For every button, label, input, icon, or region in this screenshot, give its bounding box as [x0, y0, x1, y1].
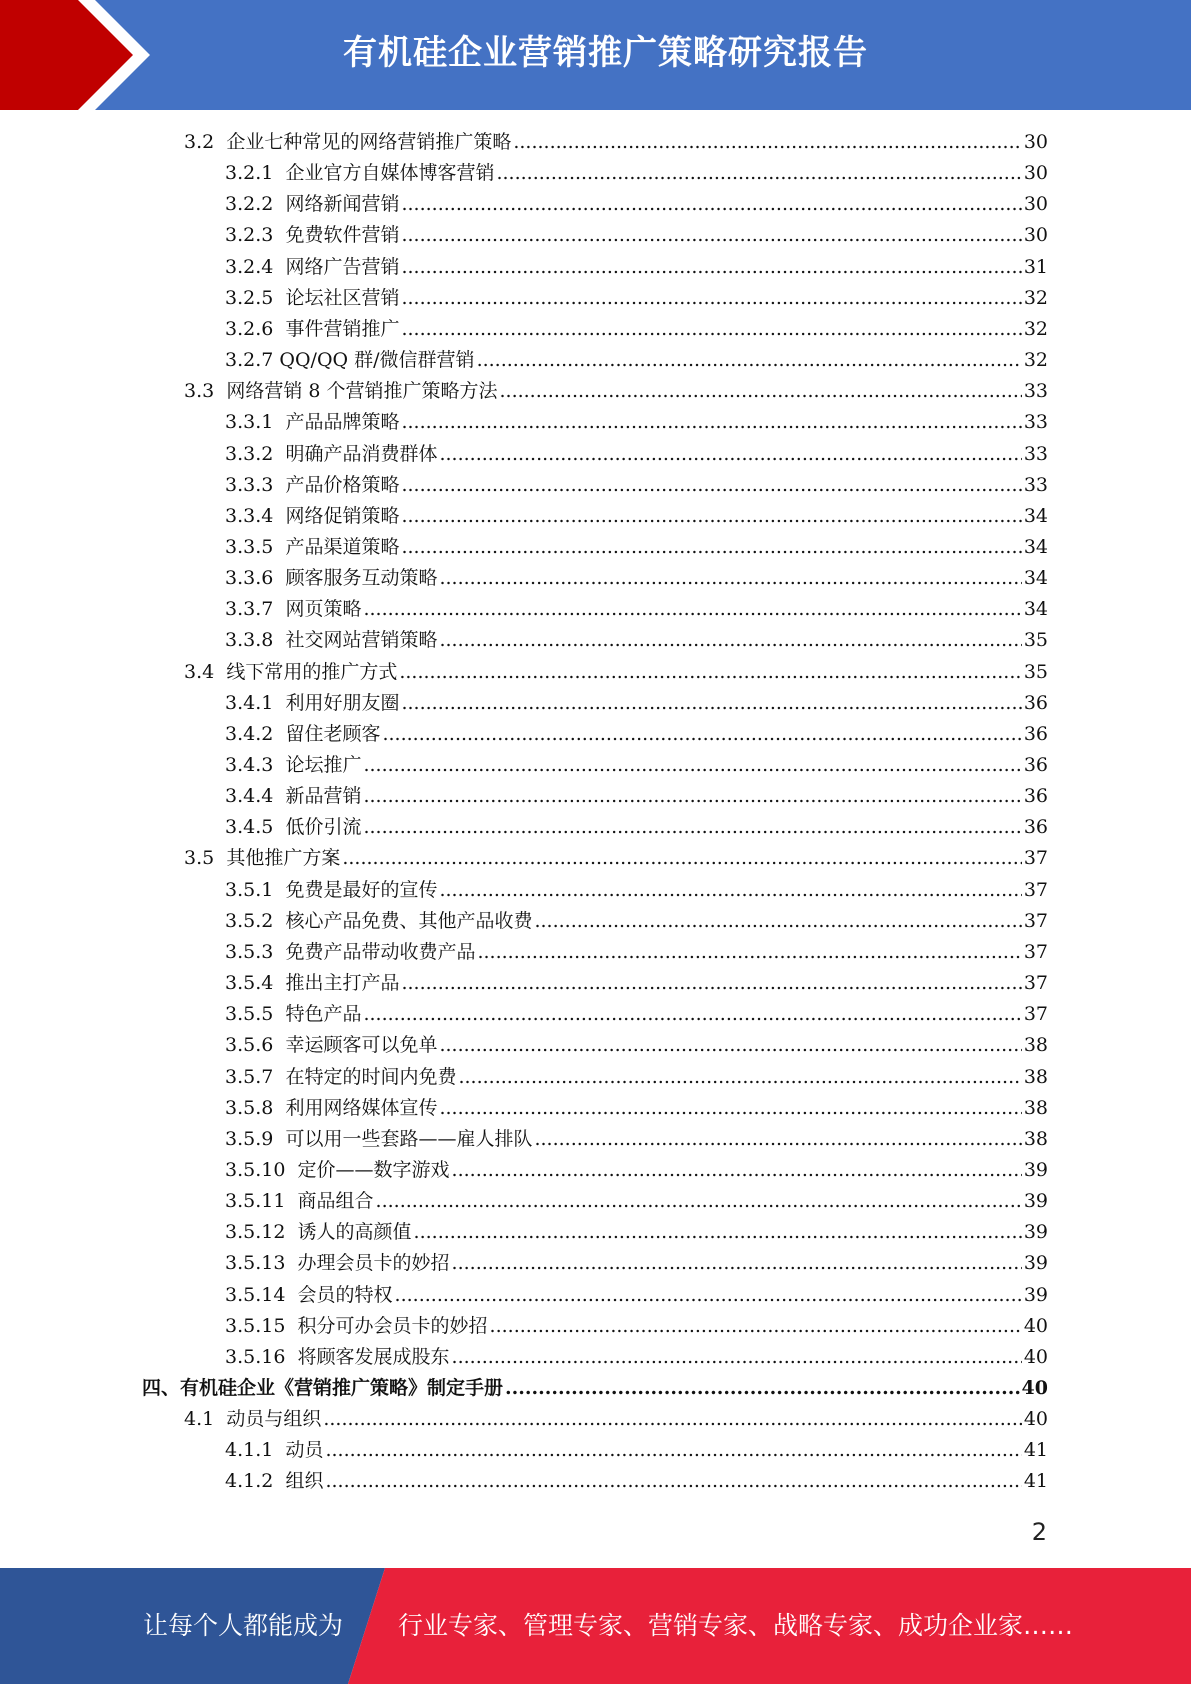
toc-entry-number: 3.3.5 — [225, 535, 274, 558]
toc-entry-page: 40 — [1023, 1314, 1048, 1337]
toc-entry[interactable] — [225, 189, 1048, 220]
toc-entry-page: 33 — [1023, 411, 1048, 434]
toc-entry-title: 论坛社区营销 — [285, 286, 400, 309]
toc-entry-page: 37 — [1023, 972, 1048, 995]
toc-entry-page: 39 — [1023, 1252, 1048, 1275]
toc-entry[interactable] — [225, 1155, 1048, 1186]
toc-entry-number: 3.5.15 — [225, 1314, 286, 1337]
toc-entry-title: 免费是最好的宣传 — [285, 878, 438, 901]
toc-entry[interactable] — [225, 283, 1048, 314]
toc-entry-number: 3.3.8 — [225, 629, 274, 652]
toc-entry-title: 积分可办会员卡的妙招 — [297, 1314, 488, 1337]
toc-entry[interactable] — [225, 563, 1048, 594]
toc-dot-leader — [342, 843, 1021, 874]
toc-entry[interactable] — [225, 252, 1048, 283]
toc-entry-page: 36 — [1023, 785, 1048, 808]
toc-entry-number: 3.4.3 — [225, 754, 274, 776]
toc-dot-leader — [490, 1311, 1022, 1342]
toc-dot-leader — [534, 1124, 1021, 1155]
toc-entry-number: 4.1.1 — [225, 1439, 274, 1462]
toc-entry-page: 33 — [1023, 380, 1048, 403]
toc-entry-title: 网络新闻营销 — [285, 193, 400, 216]
toc-dot-leader — [382, 719, 1021, 750]
toc-entry-page: 35 — [1023, 629, 1048, 652]
toc-entry[interactable] — [225, 750, 1048, 781]
toc-entry-title: 顾客服务互动策略 — [285, 567, 438, 590]
toc-entry-page: 33 — [1023, 473, 1048, 496]
toc-entry[interactable] — [225, 1280, 1048, 1311]
toc-entry-number: 3.2.6 — [225, 317, 274, 340]
toc-entry-title: 核心产品免费、其他产品收费 — [285, 909, 533, 932]
toc-entry-title: 企业官方自媒体博客营销 — [285, 162, 495, 185]
toc-entry[interactable] — [225, 1217, 1048, 1248]
footer-slogan-right: 行业专家、管理专家、营销专家、战略专家、成功企业家…… — [398, 1611, 1074, 1640]
toc-entry[interactable] — [225, 999, 1048, 1030]
toc-entry-page: 36 — [1023, 722, 1048, 745]
toc-entry-number: 3.4.2 — [225, 722, 274, 745]
toc-entry-title: 定价——数字游戏 — [297, 1158, 450, 1181]
toc-entry[interactable] — [184, 1404, 1048, 1435]
toc-entry-title: 网络促销策略 — [285, 504, 400, 527]
toc-dot-leader — [363, 781, 1021, 812]
toc-dot-leader — [376, 1186, 1022, 1217]
toc-entry-page: 32 — [1023, 286, 1048, 309]
toc-dot-leader — [401, 501, 1021, 532]
header-title: 有机硅企业营销推广策略研究报告 — [343, 33, 868, 73]
toc-entry-number: 3.5.1 — [225, 878, 274, 901]
toc-entry[interactable] — [225, 812, 1048, 843]
toc-entry-number: 3.3.2 — [225, 442, 274, 465]
toc-entry-title: 留住老顾客 — [285, 722, 381, 745]
toc-entry-number: 3.3.4 — [225, 504, 274, 527]
toc-entry-page: 31 — [1023, 255, 1048, 278]
toc-entry-title: 推出主打产品 — [285, 972, 400, 995]
toc-entry-title: 低价引流 — [285, 816, 362, 839]
toc-entry-page: 37 — [1023, 878, 1048, 901]
toc-entry-page: 30 — [1023, 162, 1048, 185]
toc-entry-page: 38 — [1023, 1065, 1048, 1088]
toc-entry-page: 34 — [1023, 598, 1048, 621]
toc-entry[interactable] — [225, 1248, 1048, 1279]
toc-dot-leader — [439, 625, 1021, 656]
toc-entry-page: 34 — [1023, 504, 1048, 527]
toc-entry[interactable] — [225, 439, 1048, 470]
toc-entry-number: 3.4.5 — [225, 816, 274, 839]
toc-entry[interactable] — [225, 501, 1048, 532]
toc-dot-leader — [439, 1030, 1021, 1061]
toc-entry[interactable] — [225, 407, 1048, 438]
toc-entry-page: 36 — [1023, 816, 1048, 839]
toc-dot-leader — [395, 1280, 1022, 1311]
toc-entry-page: 39 — [1023, 1190, 1048, 1213]
toc-entry-page: 37 — [1023, 1003, 1048, 1026]
toc-dot-leader — [401, 189, 1021, 220]
toc-entry-title: 诱人的高颜值 — [297, 1221, 412, 1244]
toc-entry[interactable] — [142, 1373, 1048, 1404]
toc-entry-page: 36 — [1023, 754, 1048, 776]
toc-entry-title: 商品组合 — [297, 1190, 374, 1213]
toc-entry[interactable] — [225, 968, 1048, 999]
toc-entry-title: 论坛推广 — [285, 754, 362, 776]
toc-entry-number: 3.4.4 — [225, 785, 274, 808]
toc-dot-leader — [323, 1404, 1021, 1435]
toc-entry-title: 网络营销 8 个营销推广策略方法 — [226, 380, 498, 403]
toc-entry-number: 3.2.7 — [225, 349, 274, 372]
toc-entry[interactable] — [225, 532, 1048, 563]
toc-entry[interactable] — [225, 594, 1048, 625]
toc-entry-number: 3.5 — [184, 847, 215, 870]
toc-entry[interactable] — [225, 345, 1048, 376]
page-number: 2 — [1031, 1518, 1047, 1546]
toc-entry-number: 3.5.4 — [225, 972, 274, 995]
toc-entry-page: 39 — [1023, 1158, 1048, 1181]
toc-entry[interactable] — [184, 376, 1048, 407]
toc-entry[interactable] — [225, 158, 1048, 189]
toc-entry-page: 32 — [1023, 349, 1048, 372]
toc-entry-page: 39 — [1023, 1221, 1048, 1244]
toc-dot-leader — [439, 563, 1021, 594]
toc-entry-title: QQ/QQ 群/微信群营销 — [279, 349, 475, 372]
toc-entry-title: 事件营销推广 — [285, 317, 400, 340]
toc-entry-title: 产品品牌策略 — [285, 411, 400, 434]
toc-entry[interactable] — [184, 127, 1048, 158]
toc-entry-number: 3.5.10 — [225, 1158, 286, 1181]
toc-dot-leader — [363, 594, 1021, 625]
toc-entry-number: 3.5.2 — [225, 909, 274, 932]
toc-dot-leader — [496, 158, 1021, 189]
toc-dot-leader — [439, 439, 1021, 470]
toc-entry[interactable] — [225, 1030, 1048, 1061]
toc-dot-leader — [401, 470, 1021, 501]
toc-dot-leader — [363, 999, 1021, 1030]
toc-dot-leader — [363, 812, 1021, 843]
toc-entry[interactable] — [225, 688, 1048, 719]
toc-entry-page: 39 — [1023, 1283, 1048, 1306]
toc-entry-title: 网页策略 — [285, 598, 362, 621]
toc-entry-page: 38 — [1023, 1127, 1048, 1150]
toc-entry-title: 会员的特权 — [297, 1283, 393, 1306]
toc-entry-number: 3.5.8 — [225, 1096, 274, 1119]
toc-entry-title: 动员与组织 — [226, 1408, 322, 1431]
toc-entry-page: 30 — [1023, 193, 1048, 216]
toc-dot-leader — [401, 407, 1021, 438]
toc-entry-title: 办理会员卡的妙招 — [297, 1252, 450, 1275]
toc-entry-number: 3.4.1 — [225, 691, 274, 714]
toc-dot-leader — [325, 1466, 1021, 1497]
toc-entry-title: 组织 — [285, 1470, 324, 1493]
toc-entry[interactable] — [225, 314, 1048, 345]
toc-entry-title: 企业七种常见的网络营销推广策略 — [226, 131, 512, 153]
toc-dot-leader — [401, 252, 1021, 283]
toc-dot-leader — [401, 220, 1021, 251]
toc-entry-page: 36 — [1023, 691, 1048, 714]
toc-entry-number: 3.5.11 — [225, 1190, 286, 1213]
toc-entry[interactable] — [225, 470, 1048, 501]
toc-entry-page: 41 — [1023, 1439, 1048, 1462]
toc-entry[interactable] — [225, 220, 1048, 251]
toc-entry-page: 41 — [1023, 1470, 1048, 1493]
toc-entry-number: 3.3.7 — [225, 598, 274, 621]
toc-entry-number: 3.2.5 — [225, 286, 274, 309]
toc-entry-page: 37 — [1023, 940, 1048, 963]
toc-dot-leader — [505, 1373, 1020, 1404]
toc-entry-page: 37 — [1023, 909, 1048, 932]
toc-entry-title: 特色产品 — [285, 1003, 362, 1026]
toc-entry-title: 将顾客发展成股东 — [297, 1345, 450, 1368]
toc-dot-leader — [439, 875, 1021, 906]
toc-dot-leader — [458, 1062, 1021, 1093]
toc-entry-number: 3.5.12 — [225, 1221, 286, 1244]
header-band — [0, 0, 1191, 110]
toc-dot-leader — [401, 688, 1021, 719]
toc-dot-leader — [477, 345, 1022, 376]
toc-entry-number: 3.5.13 — [225, 1252, 286, 1275]
toc-entry[interactable] — [225, 1435, 1048, 1466]
toc-entry-page: 38 — [1023, 1034, 1048, 1057]
toc-entry-number: 3.5.7 — [225, 1065, 274, 1088]
toc-dot-leader — [439, 1093, 1021, 1124]
toc-entry-number: 3.5.5 — [225, 1003, 274, 1026]
toc-entry-page: 30 — [1023, 131, 1048, 153]
toc-entry[interactable] — [225, 937, 1048, 968]
toc-entry-title: 利用网络媒体宣传 — [285, 1096, 438, 1119]
toc-entry-title: 新品营销 — [285, 785, 362, 808]
toc-entry-title: 可以用一些套路——雇人排队 — [285, 1127, 533, 1150]
toc-entry-page: 34 — [1023, 567, 1048, 590]
toc-entry-number: 3.2.3 — [225, 224, 274, 247]
toc-entry-page: 37 — [1023, 847, 1048, 870]
toc-entry-title: 利用好朋友圈 — [285, 691, 400, 714]
toc-entry[interactable] — [225, 875, 1048, 906]
toc-entry-number: 3.3 — [184, 380, 215, 403]
toc-entry[interactable] — [225, 781, 1048, 812]
toc-entry-number: 3.5.6 — [225, 1034, 274, 1057]
toc-dot-leader — [477, 937, 1021, 968]
toc-dot-leader — [401, 283, 1021, 314]
toc-entry[interactable] — [225, 1311, 1048, 1342]
toc-entry-number: 3.5.14 — [225, 1283, 286, 1306]
toc-entry[interactable] — [225, 719, 1048, 750]
toc-entry-number: 3.2.2 — [225, 193, 274, 216]
toc-entry-page: 38 — [1023, 1096, 1048, 1119]
toc-entry-number: 3.3.3 — [225, 473, 274, 496]
toc-dot-leader — [452, 1155, 1022, 1186]
toc-entry[interactable] — [225, 625, 1048, 656]
footer-band — [0, 1568, 1191, 1684]
toc-entry-title: 明确产品消费群体 — [285, 442, 438, 465]
toc-entry-page: 35 — [1023, 660, 1048, 683]
toc-dot-leader — [452, 1248, 1022, 1279]
toc-entry-page: 34 — [1023, 535, 1048, 558]
toc-entry-title: 免费产品带动收费产品 — [285, 940, 476, 963]
toc-dot-leader — [534, 906, 1021, 937]
toc-entry-title: 网络广告营销 — [285, 255, 400, 278]
toc-entry-title: 其他推广方案 — [226, 847, 341, 870]
toc-entry-title: 免费软件营销 — [285, 224, 400, 247]
toc-entry[interactable] — [225, 1062, 1048, 1093]
footer-slogan-left: 让每个人都能成为 — [143, 1611, 344, 1640]
toc-entry[interactable] — [184, 657, 1048, 688]
toc-entry-number: 四、 — [142, 1377, 181, 1399]
toc-dot-leader — [414, 1217, 1022, 1248]
toc-entry[interactable] — [225, 1466, 1048, 1497]
toc-entry-title: 产品价格策略 — [285, 473, 400, 496]
toc-entry-number: 3.3.6 — [225, 567, 274, 590]
toc-entry-number: 4.1 — [184, 1408, 215, 1431]
toc-entry-title: 社交网站营销策略 — [285, 629, 438, 652]
toc-entry-number: 4.1.2 — [225, 1470, 274, 1493]
toc-entry-number: 3.2 — [184, 131, 215, 153]
toc-entry-title: 动员 — [285, 1439, 324, 1462]
toc-entry-title: 在特定的时间内免费 — [285, 1065, 457, 1088]
toc-entry-number: 3.3.1 — [225, 411, 274, 434]
toc-dot-leader — [452, 1342, 1022, 1373]
toc-entry-page: 32 — [1023, 317, 1048, 340]
toc-dot-leader — [499, 376, 1021, 407]
toc-entry-page: 33 — [1023, 442, 1048, 465]
toc-dot-leader — [363, 750, 1021, 781]
toc-entry[interactable] — [225, 1093, 1048, 1124]
toc-entry-title: 有机硅企业《营销推广策略》制定手册 — [180, 1377, 504, 1399]
toc-entry-number: 3.5.3 — [225, 940, 274, 963]
toc-entry-number: 3.2.4 — [225, 255, 274, 278]
toc-dot-leader — [399, 657, 1021, 688]
toc-entry[interactable] — [225, 1124, 1048, 1155]
toc-entry-title: 线下常用的推广方式 — [226, 660, 398, 683]
toc-entry-title: 产品渠道策略 — [285, 535, 400, 558]
toc-dot-leader — [325, 1435, 1021, 1466]
toc-entry-number: 3.5.9 — [225, 1127, 274, 1150]
toc-entry-page: 40 — [1021, 1377, 1048, 1399]
toc-entry-page: 40 — [1023, 1345, 1048, 1368]
toc-entry-page: 40 — [1023, 1408, 1048, 1431]
toc-dot-leader — [401, 532, 1021, 563]
toc-entry-title: 幸运顾客可以免单 — [285, 1034, 438, 1057]
toc-entry-page: 30 — [1023, 224, 1048, 247]
toc-dot-leader — [401, 968, 1021, 999]
toc-entry[interactable] — [225, 1342, 1048, 1373]
toc-entry[interactable] — [184, 843, 1048, 874]
toc-entry-number: 3.5.16 — [225, 1345, 286, 1368]
toc-dot-leader — [401, 314, 1021, 345]
toc-entry-number: 3.4 — [184, 660, 215, 683]
toc-entry[interactable] — [225, 906, 1048, 937]
toc-entry-number: 3.2.1 — [225, 162, 274, 185]
toc-entry[interactable] — [225, 1186, 1048, 1217]
toc-dot-leader — [513, 127, 1021, 158]
